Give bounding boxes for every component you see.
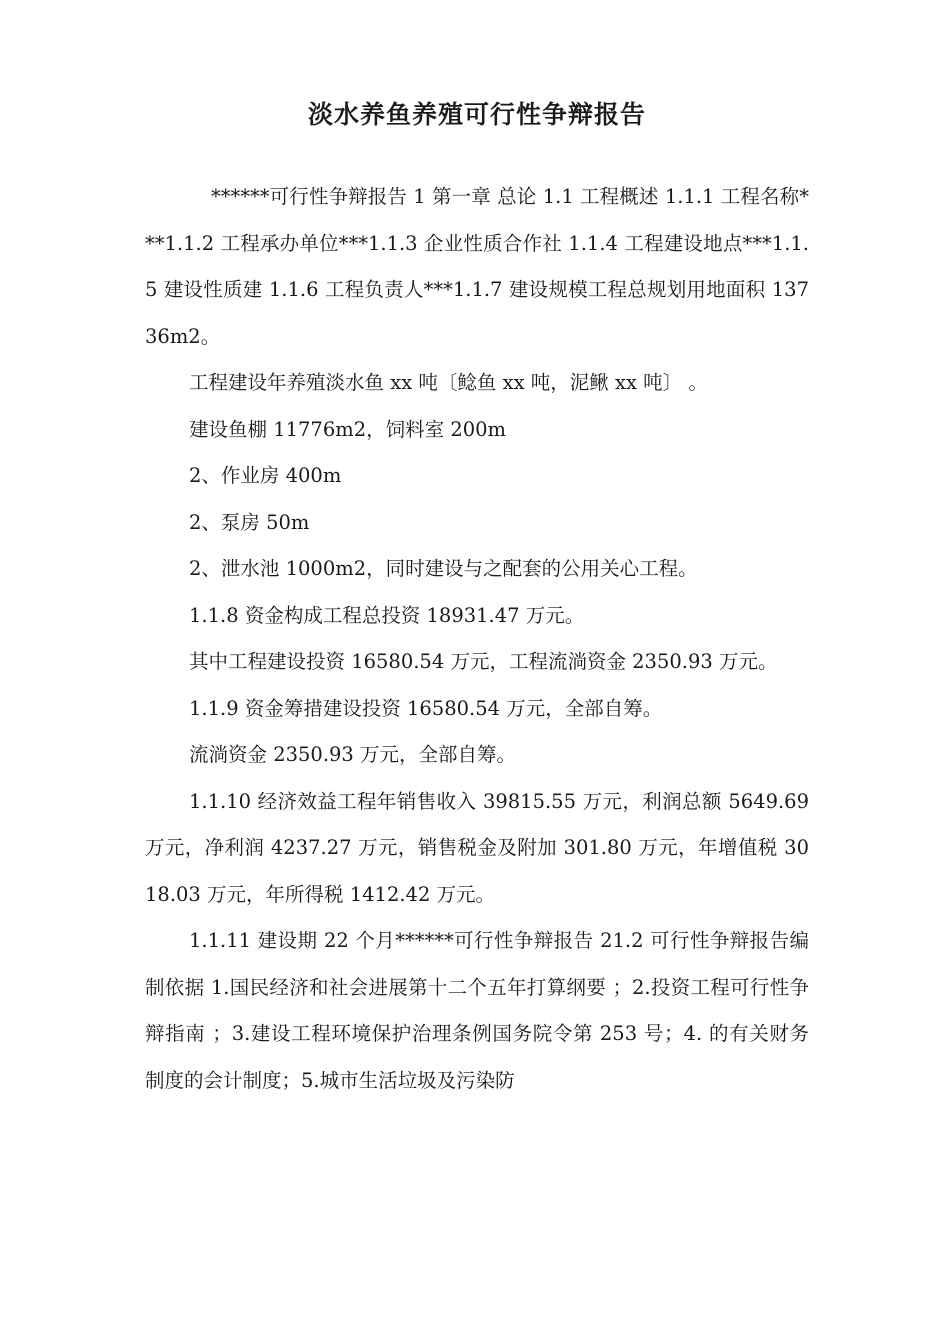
paragraph-working-capital: 流淌资金 2350.93 万元，全部自筹。 [189, 743, 517, 766]
paragraph-pump-room: 2、泵房 50m [189, 510, 310, 534]
document-page [145, 95, 816, 1104]
paragraph-capital-structure: 1.1.8 资金构成工程总投资 18931.47 万元。 [189, 603, 585, 627]
paragraph-fish-shed: 建设鱼棚 11776m2，饲料室 200m [189, 417, 507, 441]
paragraph-overview: ******可行性争辩报告 1 第一章 总论 1.1 工程概述 1.1.1 工程名称***1.1.2 工程承办单位***1.1.3 企业性质合作社 1.1.4 工程建设地点***1.1.5 建设性质建 1.1.6 工程负责人***1.1.7 建设规模工程总规划用地面积 13736m2。 [145, 185, 809, 348]
paragraph-construction-period: 1.1.11 建设期 22 个月******可行性争辩报告 21.2 可行性争辩报告编制依据 1.国民经济和社会进展第十二个五年打算纲要 ；2.投资工程可行性争辩指南 ；3.建设工程环境保护治理条例国务院令第 253 号；4. 的有关财务制度的会计制度；5.城市生活垃圾及污染防 [145, 929, 809, 1092]
document-title: 淡水养鱼养殖可行性争辩报告 [307, 100, 646, 129]
paragraph-annual-output: 工程建设年养殖淡水鱼 xx 吨〔鲶鱼 xx 吨，泥鳅 xx 吨〕 。 [189, 371, 708, 394]
paragraph-workroom: 2、作业房 400m [189, 464, 342, 487]
paragraph-economic-benefit: 1.1.10 经济效益工程年销售收入 39815.55 万元，利润总额 5649.69 万元，净利润 4237.27 万元，销售税金及附加 301.80 万元，年增值税 3018.03 万元，年所得税 1412.42 万元。 [145, 789, 816, 906]
paragraph-fund-raising: 1.1.9 资金筹措建设投资 16580.54 万元，全部自筹。 [189, 696, 663, 720]
paragraph-investment-breakdown: 其中工程建设投资 16580.54 万元，工程流淌资金 2350.93 万元。 [189, 650, 778, 673]
paragraph-drain-pool: 2、泄水池 1000m2，同时建设与之配套的公用关心工程。 [189, 557, 698, 580]
